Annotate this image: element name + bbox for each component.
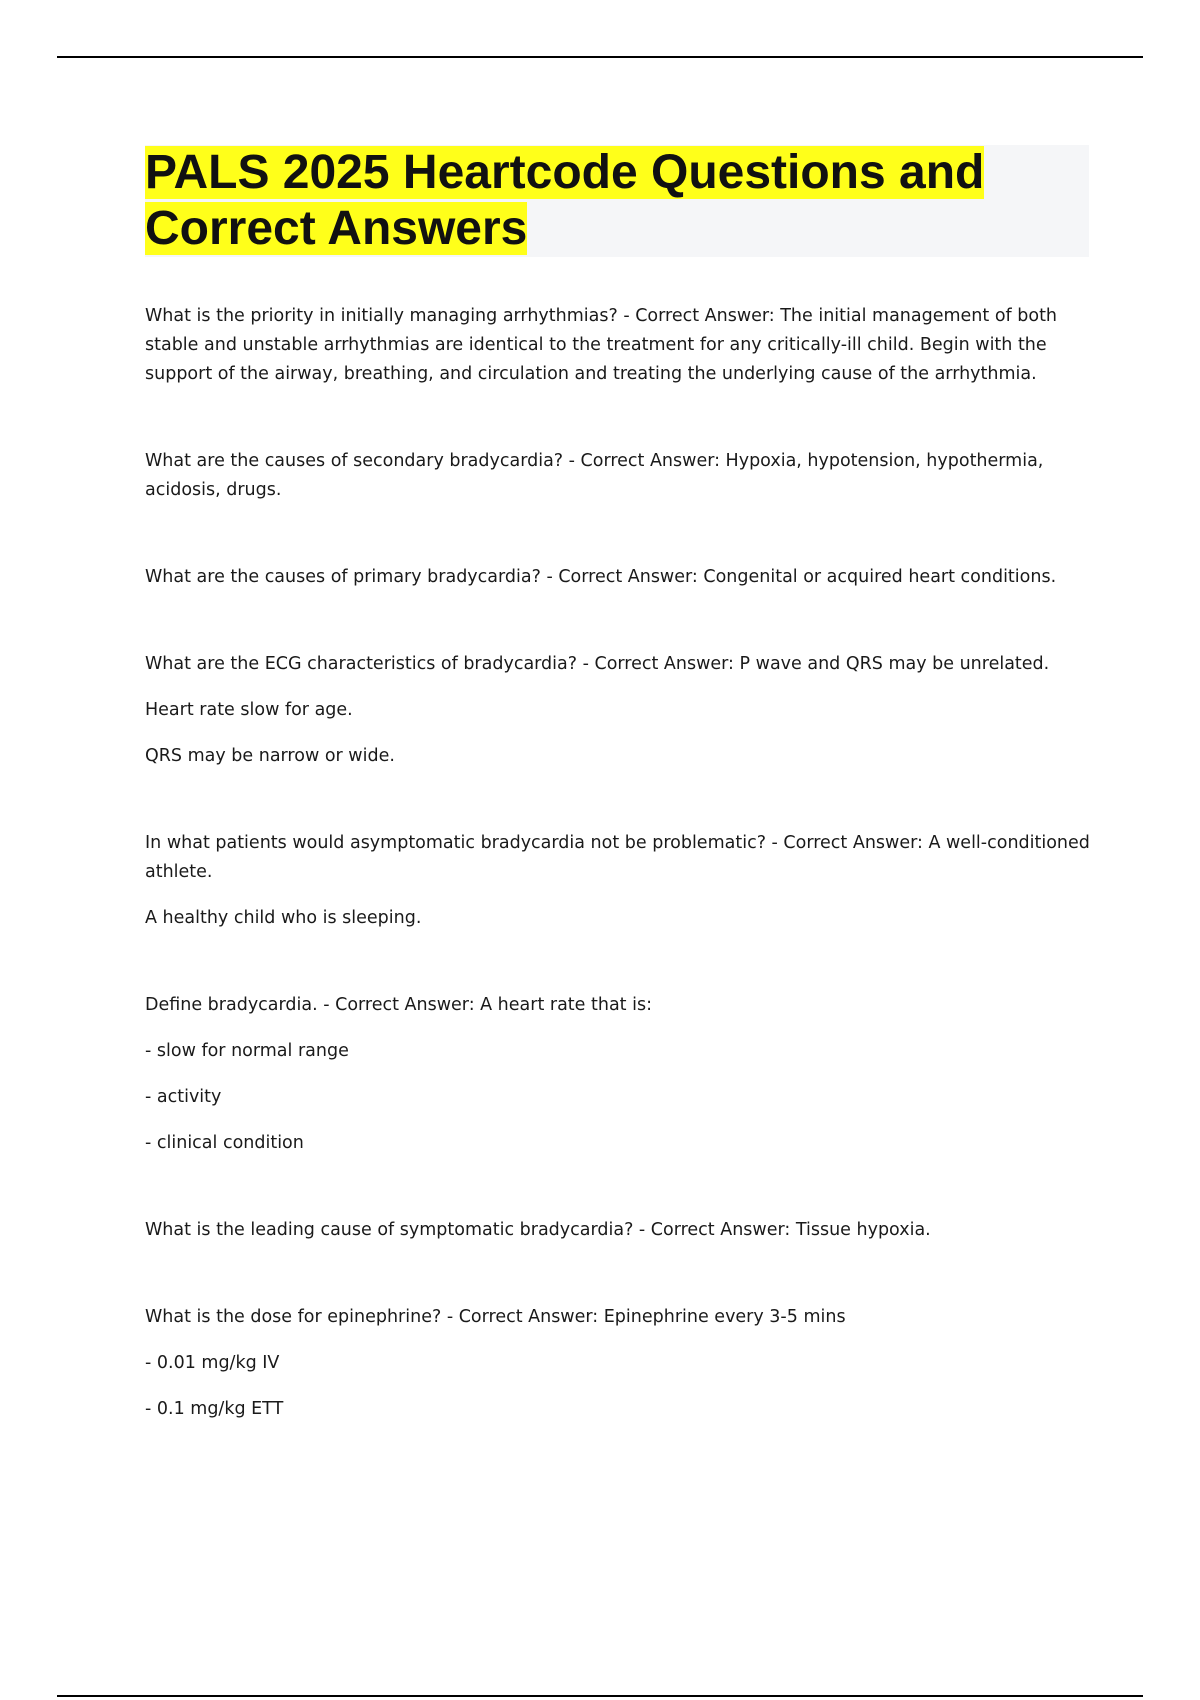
qa-answer-line: Heart rate slow for age. xyxy=(145,700,353,720)
qa-item xyxy=(145,563,1090,592)
qa-answer-line: - activity xyxy=(145,1087,222,1107)
qa-answer-line: QRS may be narrow or wide. xyxy=(145,746,395,766)
qa-item xyxy=(145,302,1090,389)
qa-question: What is the priority in initially managing arrhythmias? - Correct Answer: The initial management of both stable and unstable arrhythmias are identical to the treatment for any critically-ill child. Begin with the support of the airway, breathing, and circulation and treating the underlying cause of the arrhythmia. xyxy=(145,306,1058,384)
qa-list xyxy=(145,302,1090,1482)
qa-item xyxy=(145,991,1090,1158)
qa-answer-line: - clinical condition xyxy=(145,1133,304,1153)
qa-question: What is the dose for epinephrine? - Correct Answer: Epinephrine every 3-5 mins xyxy=(145,1307,846,1327)
qa-item xyxy=(145,447,1090,505)
qa-question: What are the causes of primary bradycardia? - Correct Answer: Congenital or acquired heart conditions. xyxy=(145,567,1057,587)
qa-item xyxy=(145,829,1090,933)
qa-answer-line: - 0.1 mg/kg ETT xyxy=(145,1399,284,1419)
footer-rule xyxy=(57,1695,1143,1697)
qa-question: What are the ECG characteristics of bradycardia? - Correct Answer: P wave and QRS may be unrelated. xyxy=(145,654,1050,674)
qa-item xyxy=(145,1216,1090,1245)
qa-answer-line: A healthy child who is sleeping. xyxy=(145,908,422,928)
document-title-text: PALS 2025 Heartcode Questions and Correct Answers xyxy=(145,146,985,255)
qa-answer-line: - slow for normal range xyxy=(145,1041,349,1061)
qa-question: What are the causes of secondary bradycardia? - Correct Answer: Hypoxia, hypotension, hypothermia, acidosis, drugs. xyxy=(145,451,1044,500)
document-title xyxy=(145,145,1089,257)
qa-answer-line: - 0.01 mg/kg IV xyxy=(145,1353,280,1373)
qa-question: Define bradycardia. - Correct Answer: A heart rate that is: xyxy=(145,995,652,1015)
qa-question: In what patients would asymptomatic bradycardia not be problematic? - Correct Answer: A well-conditioned athlete. xyxy=(145,833,1090,882)
header-rule xyxy=(57,56,1143,58)
qa-question: What is the leading cause of symptomatic bradycardia? - Correct Answer: Tissue hypoxia. xyxy=(145,1220,931,1240)
qa-item xyxy=(145,650,1090,771)
qa-item xyxy=(145,1303,1090,1424)
